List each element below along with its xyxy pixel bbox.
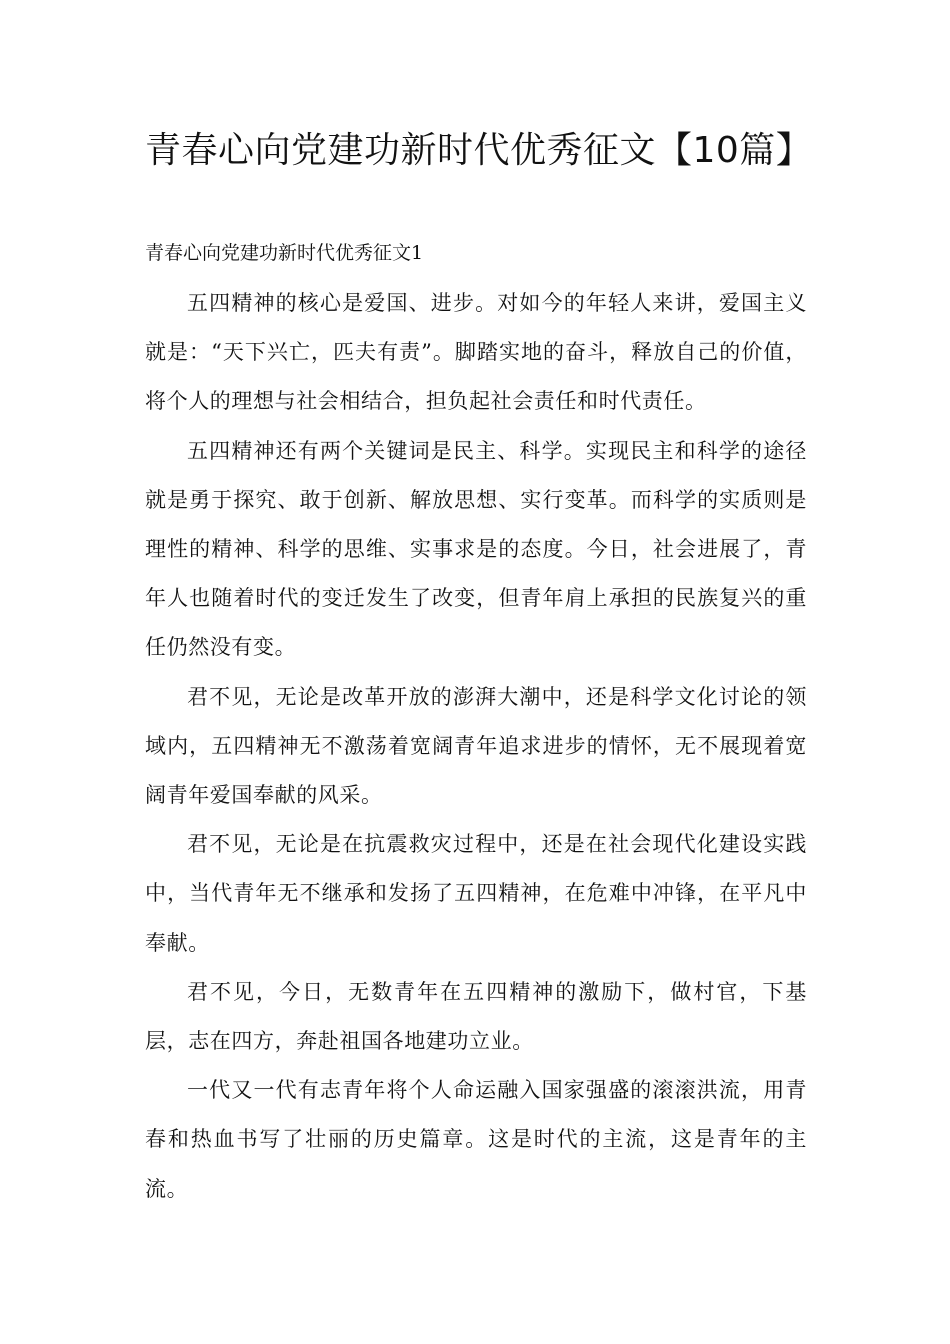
paragraph: 五四精神的核心是爱国、进步。对如今的年轻人来讲，爱国主义就是：“天下兴亡，匹夫有责”。脚踏实地的奋斗，释放自己的价值，将个人的理想与社会相结合，担负起社会责任和时代责任。 xyxy=(145,291,807,414)
paragraph: 君不见，无论是在抗震救灾过程中，还是在社会现代化建设实践中，当代青年无不继承和发扬了五四精神，在危难中冲锋，在平凡中奉献。 xyxy=(145,832,807,955)
document-subtitle: 青春心向党建功新时代优秀征文1 xyxy=(145,242,424,264)
paragraph: 君不见，今日，无数青年在五四精神的激励下，做村官，下基层，志在四方，奔赴祖国各地建功立业。 xyxy=(145,979,807,1054)
document-title: 青春心向党建功新时代优秀征文【10篇】 xyxy=(145,130,813,171)
paragraph: 五四精神还有两个关键词是民主、科学。实现民主和科学的途径就是勇于探究、敢于创新、解放思想、实行变革。而科学的实质则是理性的精神、科学的思维、实事求是的态度。今日，社会进展了，青年人也随着时代的变迁发生了改变，但青年肩上承担的民族复兴的重任仍然没有变。 xyxy=(145,438,807,660)
paragraph: 一代又一代有志青年将个人命运融入国家强盛的滚滚洪流，用青春和热血书写了壮丽的历史篇章。这是时代的主流，这是青年的主流。 xyxy=(145,1078,807,1201)
paragraph: 君不见，无论是改革开放的澎湃大潮中，还是科学文化讨论的领域内，五四精神无不激荡着宽阔青年追求进步的情怀，无不展现着宽阔青年爱国奉献的风采。 xyxy=(145,684,807,808)
document-body xyxy=(145,279,807,1214)
